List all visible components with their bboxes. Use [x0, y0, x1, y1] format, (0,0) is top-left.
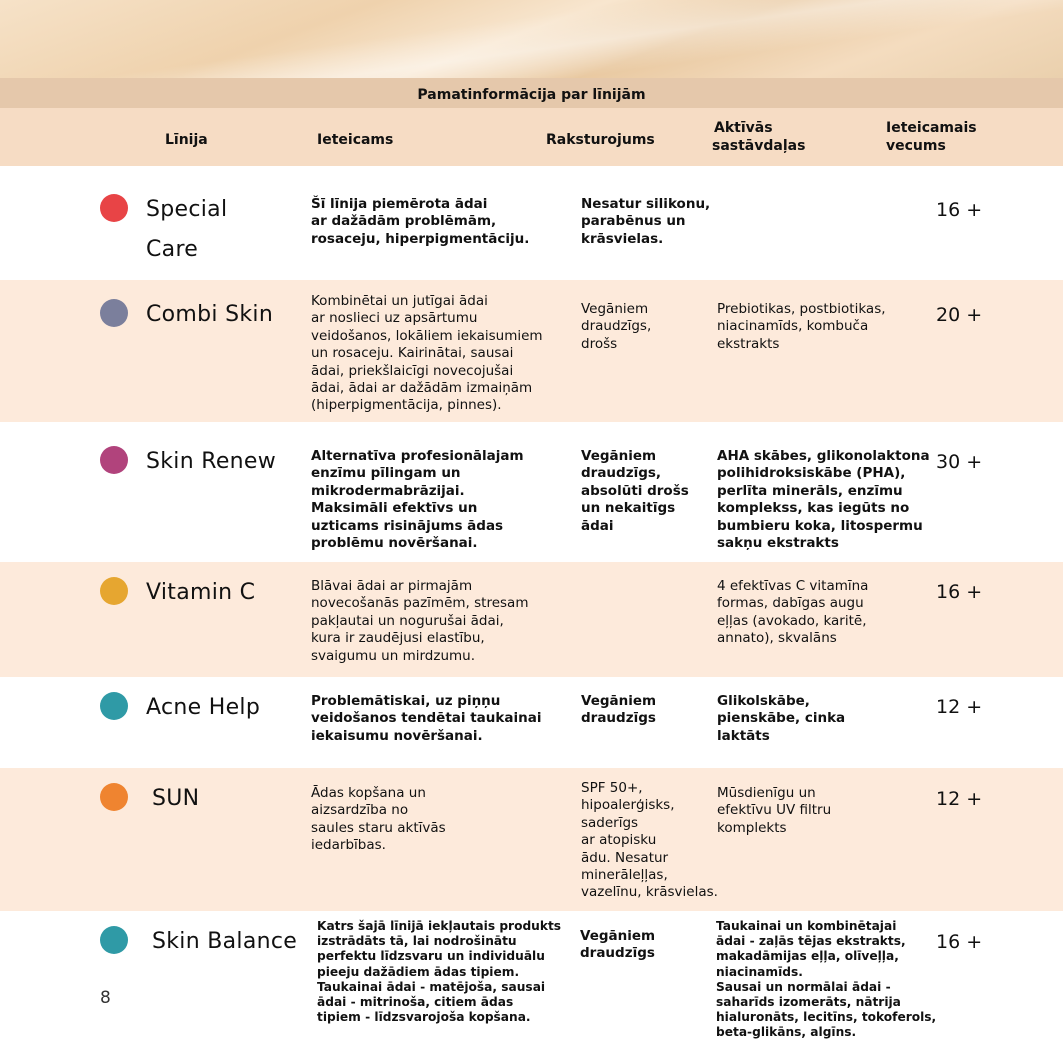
color-dot [100, 194, 128, 222]
row-combi-skin [0, 280, 1063, 422]
row-acne-help [0, 677, 1063, 768]
header-line: Līnija [165, 132, 208, 148]
line-name: Special [146, 197, 228, 222]
active-text: 4 efektīvas C vitamīna formas, dabīgas augu eļļas (avokado, karitē, annato), skvalāns [717, 578, 869, 647]
active-text: Taukainai un kombinētajai ādai - zaļās tējas ekstrakts, makadāmijas eļļa, olīveļļa, niacinamīds. Sausai un normālai ādai - saharīds izomerāts, nātrija hialuronāts, lecitīns, tokoferols, beta-glikāns, algīns. [716, 919, 937, 1040]
recommended-text: Šī līnija piemērota ādai ar dažādām problēmām, rosaceju, hiperpigmentāciju. [311, 196, 530, 247]
age-value: 30 + [936, 451, 983, 473]
line-name: Combi Skin [146, 302, 274, 327]
recommended-text: Ādas kopšana un aizsardzība no saules staru aktīvās iedarbības. [311, 785, 446, 854]
recommended-text: Katrs šajā līnijā iekļautais produkts izstrādāts tā, lai nodrošinātu perfektu līdzsvaru un individuālu pieeju dažādiem ādas tipiem. Taukainai ādai - matējoša, sausai ādai - mitrinoša, citiem ādas tipiem - līdzsvarojoša kopšana. [317, 919, 562, 1025]
characteristics-text: SPF 50+, hipoalerģisks, saderīgs ar atopisku ādu. Nesatur minerāleļļas, vazelīnu, krāsvielas. [581, 780, 718, 901]
color-dot [100, 783, 128, 811]
age-value: 16 + [936, 581, 983, 603]
characteristics-text: Vegāniem draudzīgs, absolūti drošs un nekaitīgs ādai [581, 448, 689, 534]
table-title: Pamatinformācija par līnijām [0, 78, 1063, 108]
header-age-1: Ieteicamais [886, 120, 977, 136]
characteristics-text: Vegāniem draudzīgs [580, 928, 656, 962]
line-name: Acne Help [146, 695, 261, 720]
color-dot [100, 577, 128, 605]
banner-highlight [0, 0, 1063, 78]
page-number: 8 [100, 988, 111, 1008]
characteristics-text: Nesatur silikonu, parabēnus un krāsvielas. [581, 196, 711, 247]
active-text: Mūsdienīgu un efektīvu UV filtru komplekts [717, 785, 832, 836]
top-banner-image [0, 0, 1063, 78]
color-dot [100, 692, 128, 720]
recommended-text: Alternatīva profesionālajam enzīmu pīlingam un mikrodermabrāzijai. Maksimāli efektīvs un uzticams risinājums ādas problēmu novēršanai. [311, 448, 524, 552]
age-value: 20 + [936, 304, 983, 326]
line-name: Skin Balance [152, 929, 298, 954]
color-dot [100, 926, 128, 954]
row-skin-renew [0, 422, 1063, 562]
header-recommended: Ieteicams [317, 132, 394, 148]
age-value: 12 + [936, 788, 983, 810]
age-value: 12 + [936, 696, 983, 718]
line-name: Vitamin C [146, 580, 256, 605]
line-name: SUN [152, 786, 200, 811]
recommended-text: Problemātiskai, uz piņņu veidošanos tendētai taukainai iekaisumu novēršanai. [311, 693, 542, 744]
line-name: Skin Renew [146, 449, 277, 474]
header-characteristics: Raksturojums [546, 132, 655, 148]
color-dot [100, 446, 128, 474]
header-active-2: sastāvdaļas [712, 138, 806, 154]
row-vitamin-c [0, 562, 1063, 677]
active-text: Glikolskābe, pienskābe, cinka laktāts [717, 693, 846, 744]
row-sun [0, 768, 1063, 911]
age-value: 16 + [936, 199, 983, 221]
recommended-text: Kombinētai un jutīgai ādai ar noslieci uz apsārtumu veidošanos, lokāliem iekaisumiem un rosaceju. Kairinātai, sausai ādai, priekšlaicīgi novecojušai ādai, ādai ar dažādām izmaiņām (hiperpigmentācija, pinnes). [311, 293, 543, 414]
recommended-text: Blāvai ādai ar pirmajām novecošanās pazīmēm, stresam pakļautai un nogurušai ādai, kura ir zaudējusi elastību, svaigumu un mirdzumu. [311, 578, 529, 664]
row-skin-balance [0, 911, 1063, 1063]
header-active-1: Aktīvās [714, 120, 773, 136]
row-special-care [0, 166, 1063, 280]
header-age-2: vecums [886, 138, 946, 154]
active-text: Prebiotikas, postbiotikas, niacinamīds, kombuča ekstrakts [717, 301, 886, 352]
color-dot [100, 299, 128, 327]
characteristics-text: Vegāniem draudzīgs [581, 693, 657, 727]
characteristics-text: Vegāniem draudzīgs, drošs [581, 301, 652, 352]
age-value: 16 + [936, 931, 983, 953]
table-header [0, 108, 1063, 166]
active-text: AHA skābes, glikonolaktona polihidroksiskābe (PHA), perlīta minerāls, enzīmu komplekss, kas iegūts no bumbieru koka, litospermu sakņu ekstrakts [717, 448, 930, 552]
line-name-2: Care [146, 237, 199, 262]
